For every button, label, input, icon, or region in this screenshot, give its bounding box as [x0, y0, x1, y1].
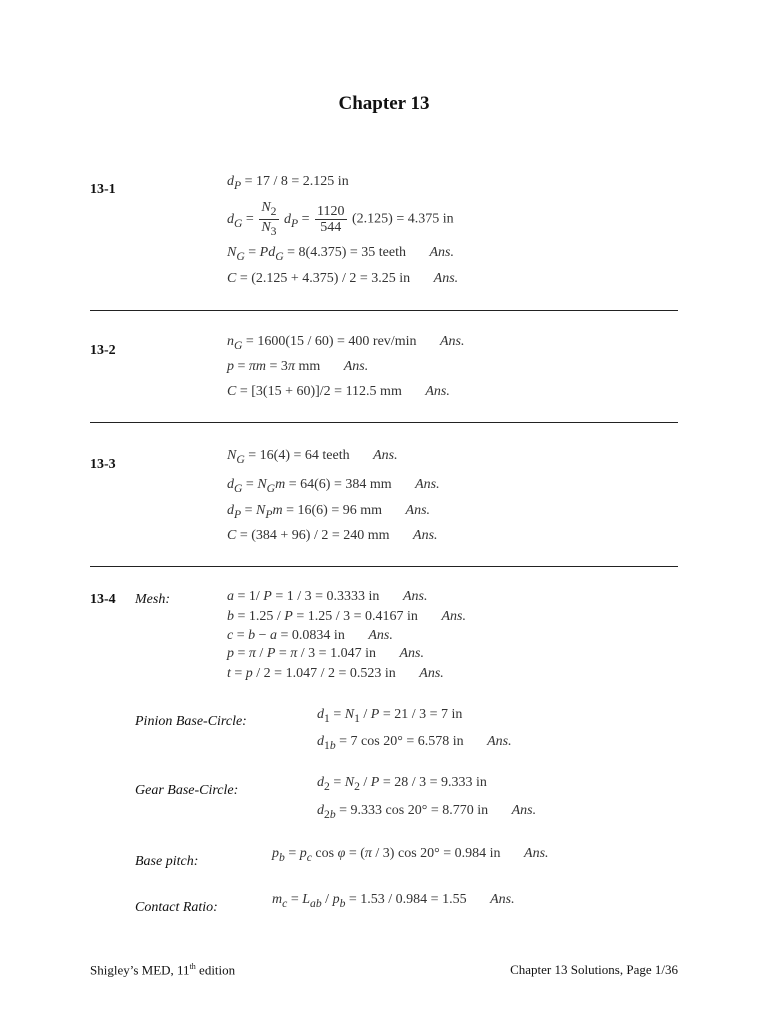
equation-13-4-mesh-b: b = 1.25 / P = 1.25 / 3 = 0.4167 in Ans.: [227, 609, 466, 624]
equation-13-4-pinion-d1: $d_1 = N_1 / P = 21 / 3 = 7$ in: [317, 707, 463, 725]
footer-edition: edition: [195, 962, 236, 978]
equation-13-3-line1: $N_G = 16(4) = 64$ teeth Ans.: [227, 448, 398, 466]
footer-book-title: [90, 962, 235, 978]
section-divider: [90, 422, 678, 423]
section-divider: [90, 566, 678, 567]
equation-13-2-line1: $n_G = 1600(15 / 60) = 400$ rev/min Ans.: [227, 334, 465, 352]
ans-label: Ans.: [487, 734, 512, 749]
page-title: Chapter 13: [338, 93, 430, 114]
ans-label: Ans.: [490, 892, 515, 907]
equation-13-4-contact-ratio: $m_c = L_{ab} / p_b = 1.53 / 0.984 = 1.55$ Ans.: [272, 892, 515, 910]
equation-13-1-line1: $d_P = 17 / 8 = 2.125$ in: [227, 174, 349, 192]
equation-13-4-gear-d2b: $d_{2b} = 9.333$ cos 20° = 8.770 in Ans.: [317, 803, 537, 821]
base-pitch-label: Base pitch:: [135, 854, 199, 869]
ans-label: Ans.: [524, 846, 549, 861]
equation-13-4-mesh-c: c = b − a = 0.0834 in Ans.: [227, 628, 393, 643]
problem-number-13-4: 13-4: [90, 592, 116, 607]
equation-13-1-line2: $d_G$ = $\frac{N_2}{N_3}$ $d_P$ = $\frac{1120}{544}$ (2.125) = 4.375 in: [227, 200, 454, 238]
equation-13-4-base-pitch: $p_b = p_c$ cos φ = (π / 3) cos 20° = 0.984 in Ans.: [272, 846, 549, 864]
equation-13-2-line3: C = [3(15 + 60)]/2 = 112.5 mm Ans.: [227, 384, 450, 399]
ans-label: Ans.: [511, 803, 537, 818]
equation-13-3-line4: C = (384 + 96) / 2 = 240 mm Ans.: [227, 528, 438, 543]
ans-label: Ans.: [429, 245, 454, 260]
gear-base-circle-label: Gear Base-Circle:: [135, 783, 239, 798]
ans-label: Ans.: [439, 334, 465, 349]
equation-13-4-mesh-p: p = π / P = π / 3 = 1.047 in Ans.: [227, 646, 424, 661]
equation-13-2-line2: p = πm = 3π mm Ans.: [227, 359, 369, 374]
ans-label: Ans.: [433, 271, 459, 286]
ans-label: Ans.: [399, 646, 424, 661]
footer-superscript: th: [189, 962, 196, 971]
ans-label: Ans.: [419, 666, 444, 681]
problem-number-13-2: 13-2: [90, 343, 116, 358]
footer-book-name: Shigley’s MED, 11: [90, 962, 190, 978]
equation-13-4-pinion-d1b: $d_{1b} = 7$ cos 20° = 6.578 in Ans.: [317, 734, 512, 752]
ans-label: Ans.: [368, 628, 393, 643]
ans-label: Ans.: [402, 589, 428, 604]
footer-page-info: Chapter 13 Solutions, Page 1/36: [510, 962, 678, 977]
equation-13-3-line3: $d_P = N_Pm = 16(6) = 96$ mm Ans.: [227, 503, 431, 521]
equation-13-1-line4: C = (2.125 + 4.375) / 2 = 3.25 in Ans.: [227, 271, 459, 286]
equation-13-4-gear-d2: $d_2 = N_2 / P = 28 / 3 = 9.333$ in: [317, 775, 487, 793]
ans-label: Ans.: [425, 384, 450, 399]
problem-number-13-1: 13-1: [90, 182, 116, 197]
ans-label: Ans.: [405, 503, 431, 518]
equation-13-1-line3: $N_G = Pd_G = 8(4.375) = 35$ teeth Ans.: [227, 245, 454, 263]
equation-13-3-line2: $d_G = N_Gm = 64(6) = 384$ mm Ans.: [227, 477, 440, 495]
ans-label: Ans.: [441, 609, 466, 624]
ans-label: Ans.: [343, 359, 369, 374]
problem-number-13-3: 13-3: [90, 457, 116, 472]
ans-label: Ans.: [413, 528, 438, 543]
pinion-base-circle-label: Pinion Base-Circle:: [135, 714, 247, 729]
mesh-label: Mesh:: [135, 592, 170, 607]
ans-label: Ans.: [415, 477, 440, 492]
equation-13-4-mesh-a: a = 1/ P = 1 / 3 = 0.3333 in Ans.: [227, 589, 428, 604]
section-divider: [90, 310, 678, 311]
equation-13-4-mesh-t: t = p / 2 = 1.047 / 2 = 0.523 in Ans.: [227, 666, 444, 681]
contact-ratio-label: Contact Ratio:: [135, 900, 218, 915]
ans-label: Ans.: [373, 448, 398, 463]
